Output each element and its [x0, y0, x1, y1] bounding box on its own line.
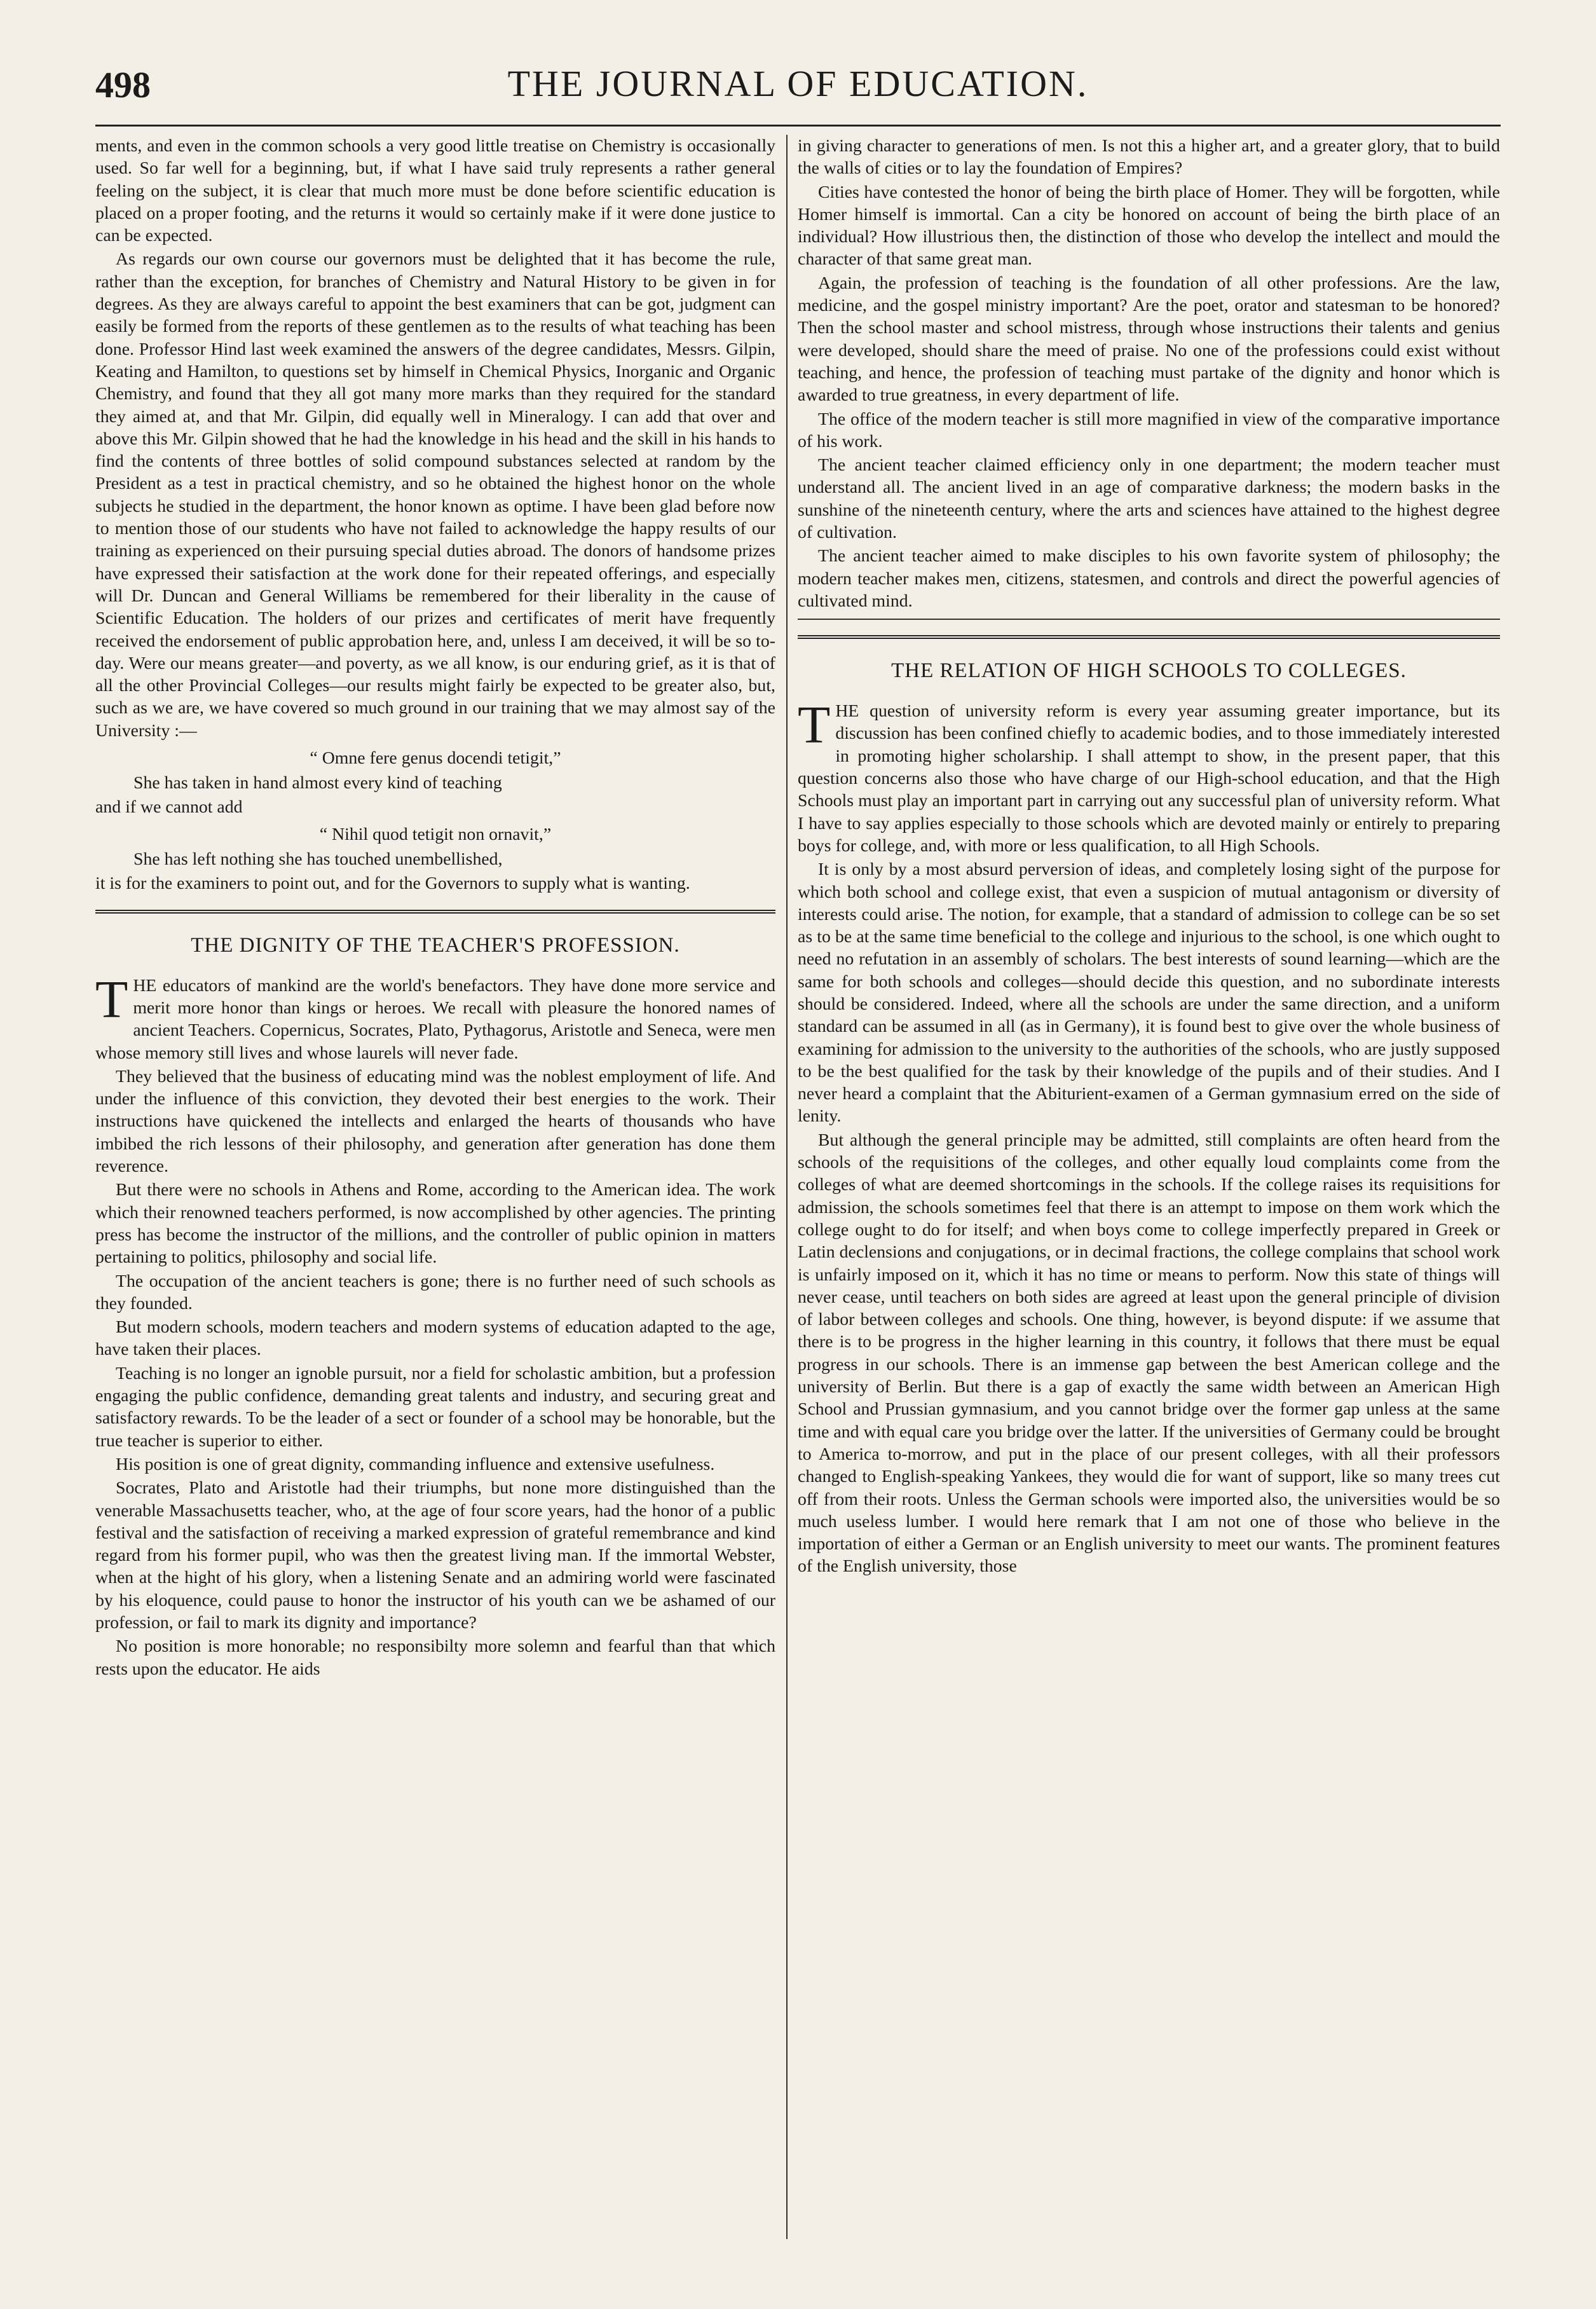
body-paragraph: in giving character to generations of men. Is not this a higher art, and a greater glory, that to build the walls of cities or to lay the foundation of Empires?	[798, 136, 1500, 179]
body-paragraph: The occupation of the ancient teachers is gone; there is no further need of such schools as they founded.	[95, 1271, 775, 1313]
section-divider	[798, 635, 1500, 639]
body-paragraph: The ancient teacher aimed to make disciples to his own favorite system of philosophy; the modern teacher makes men, citizens, statesmen, and controls and direct the powerful agencies of cultivated mind.	[798, 546, 1500, 611]
body-paragraph: But although the general principle may be admitted, still complaints are often heard from the schools of the requisitions of the colleges, and other equally loud complaints come from the colleges of what are deemed shortcomings in the schools. If the college raises its requisitions for admission, the schools sometimes feel that there is an attempt to impose on them work which the college ought to do for itself; and when boys come to college imperfectly prepared in Greek or Latin declensions and conjugations, or in decimal fractions, the college complains that school work is unfairly imposed on it, which it has no time or means to perform. Now this state of things will never cease, until teachers on both sides are agreed at least upon the general principle of division of labor between colleges and schools. One thing, however, is beyond dispute: if we assume that there is to be progress in the higher learning in this country, it follows that there must be equal progress in our schools. There is an immense gap between the best American college and the university of Berlin. But there is a gap of exactly the same width between an American High School and Prussian gymnasium, and you cannot bridge over the former gap unless at the same time and with equal care you bridge over the latter. If the universities of Germany could be brought to America to-morrow, and put in the place of our present colleges, with all their professors changed to English-speaking Yankees, they would die for want of support, like so many trees cut off from their roots. Unless the German schools were imported also, the universities would be so much useless lumber. I would here remark that I am not one of those who believe in the importation of either a German or an English university to meet our wants. The prominent features of the English university, those	[798, 1130, 1500, 1577]
right-column	[798, 135, 1500, 2239]
quote-translation: She has left nothing she has touched unembellished,	[133, 849, 503, 870]
lead-paragraph	[95, 970, 775, 1064]
body-paragraph: It is only by a most absurd perversion of ideas, and completely losing sight of the purpose for which both school and college exist, that even a suspicion of mutual antagonism or diversity of interests could arise. The notion, for example, that a standard of admission to college can be so set as to be at the same time beneficial to the college and injurious to the school, is one which ought to need no refutation in an assembly of scholars. The best interests of sound learning—which are the same for both schools and colleges—should decide this question, and no subordinate interests should be considered. Indeed, where all the schools are under the same direction, and a uniform standard can be assumed in all (as in Germany), it is found best to give over the whole business of examining for admission to the university to the authorities of the schools, who are justly supposed to be the best qualified for the task by their knowledge of the pupils and of their studies. And I never heard a complaint that the Abiturient-examen of a German gymnasium erred on the side of lenity.	[798, 860, 1500, 1127]
closing-line: it is for the examiners to point out, and for the Governors to supply what is wanting.	[95, 873, 690, 893]
body-paragraph: But there were no schools in Athens and Rome, according to the American idea. The work which their renowned teachers performed, is now accomplished by other agencies. The printing press has become the instructor of the millions, and the controller of public opinion in matters pertaining to politics, philosophy and social life.	[95, 1180, 775, 1268]
lead-text: HE question of university reform is every year assuming greater importance, but its discussion has been confined chiefly to academic bodies, and to those immediately interested in promoting higher scholarship. I shall attempt to show, in the present paper, that this question concerns also those who have charge of our High-school education, and that the High Schools must play an important part in carrying out any successful plan of university reform. What I have to say applies especially to those schools which are devoted mainly or entirely to preparing boys for college, and, with more or less qualification, to all High Schools.	[798, 701, 1500, 856]
body-paragraph: His position is one of great dignity, commanding influence and extensive usefulness.	[116, 1454, 715, 1474]
body-paragraph: They believed that the business of educating mind was the noblest employment of life. And under the influence of this conviction, they devoted their best energies to the work. Their instructions have quickened the intellects and enlarged the hearts of thousands who have imbibed the rich lessons of their philosophy, and generation after generation has done them reverence.	[95, 1066, 775, 1177]
drop-cap: T	[798, 695, 831, 755]
header-rule	[95, 125, 1501, 127]
lead-text: HE educators of mankind are the world's benefactors. They have done more service and merit more honor than kings or heroes. We recall with pleasure the honored names of ancient Teachers. Copernicus, Socrates, Plato, Pythagorus, Aristotle and Seneca, were men whose memory still lives and whose laurels will never fade.	[95, 975, 775, 1063]
column-divider	[786, 135, 788, 2239]
body-paragraph: Socrates, Plato and Aristotle had their triumphs, but none more distinguished than the venerable Massachusetts teacher, who, at the age of four score years, had the honor of a public festival and the satisfaction of receiving a marked expression of grateful remembrance and kind regard from his former pupil, who was then the greatest living man. If the immortal Webster, when at the hight of his glory, when a listening Senate and an admiring world were fascinated by his eloquence, could pause to honor the instructor of his youth can we be ashamed of our profession, or fail to mark its dignity and importance?	[95, 1478, 775, 1633]
section-title: THE DIGNITY OF THE TEACHER'S PROFESSION.	[191, 933, 680, 957]
quote-translation: She has taken in hand almost every kind of teaching	[133, 773, 502, 793]
latin-quote: “ Omne fere genus docendi tetigit,”	[310, 748, 561, 769]
body-paragraph: The ancient teacher claimed efficiency only in one department; the modern teacher must understand all. The ancient lived in an age of comparative darkness; the modern basks in the sunshine of the nineteenth century, where the arts and sciences have attained to the highest degree of cultivation.	[798, 455, 1500, 543]
drop-cap: T	[95, 970, 128, 1029]
body-paragraph: Cities have contested the honor of being the birth place of Homer. They will be forgotten, while Homer himself is immortal. Can a city be honored on account of being the birth place of an individual? How illustrious then, the distinction of those who develop the intellect and mould the character of that same great man.	[798, 182, 1500, 270]
body-paragraph: Again, the profession of teaching is the foundation of all other professions. Are the law, medicine, and the gospel ministry important? Are the poet, orator and statesman to be honored? Then the school master and school mistress, through whose instructions their talents and genius were developed, should share the meed of praise. No one of the professions could exist without teaching, and hence, the profession of teaching must partake of the dignity and honor which is awarded to true greatness, in every department of life.	[798, 273, 1500, 406]
latin-quote: “ Nihil quod tetigit non ornavit,”	[319, 824, 552, 844]
lead-paragraph	[798, 695, 1500, 857]
section-divider	[95, 910, 775, 914]
page-number: 498	[95, 64, 151, 106]
quote-connector: and if we cannot add	[95, 797, 243, 817]
section-divider	[798, 619, 1500, 620]
journal-title: THE JOURNAL OF EDUCATION.	[507, 63, 1089, 104]
body-paragraph: Teaching is no longer an ignoble pursuit, nor a field for scholastic ambition, but a profession engaging the public confidence, demanding great talents and industry, and securing great and satisfactory rewards. To be the leader of a sect or founder of a school may be honorable, but the true teacher is superior to either.	[95, 1363, 775, 1451]
section-title: THE RELATION OF HIGH SCHOOLS TO COLLEGES.	[891, 659, 1407, 683]
body-paragraph: But modern schools, modern teachers and modern systems of education adapted to the age, have taken their places.	[95, 1317, 775, 1360]
body-paragraph: ments, and even in the common schools a very good little treatise on Chemistry is occasionally used. So far well for a beginning, but, if what I have said truly represents a rather general feeling on the subject, it is clear that much more must be done before scientific education is placed on a proper footing, and the returns it would so certainly make if it were done justice to can be expected.	[95, 136, 775, 246]
body-paragraph: The office of the modern teacher is still more magnified in view of the comparative importance of his work.	[798, 409, 1500, 451]
body-paragraph: As regards our own course our governors must be delighted that it has become the rule, rather than the exception, for branches of Chemistry and Natural History to be given in for degrees. As they are always careful to appoint the best examiners that can be got, judgment can easily be formed from the reports of these gentlemen as to the results of what teaching has been done. Professor Hind last week examined the answers of the degree candidates, Messrs. Gilpin, Keating and Hamilton, to questions set by himself in Chemical Physics, Inorganic and Organic Chemistry, and found that they all got many more marks than they required for the standard they aimed at, and that Mr. Gilpin, did equally well in Mineralogy. I can add that over and above this Mr. Gilpin showed that he had the knowledge in his head and the skill in his hands to find the contents of three bottles of solid compound substances selected at random by the President as a test in practical chemistry, and so he obtained the highest honor on the whole subjects he studied in the department, the honor known as optime. I have been glad before now to mention those of our students who have not failed to acknowledge the happy results of our training as experienced on their pursuing special duties abroad. The donors of handsome prizes have expressed their satisfaction at the work done for their repeated offerings, and especially will Dr. Duncan and General Williams be remembered for their liberality in the cause of Scientific Education. The holders of our prizes and certificates of merit have frequently received the endorsement of public approbation here, and, unless I am deceived, it will be so to-day. Were our means greater—and poverty, as we all know, is our enduring grief, as it is that of all the other Provincial Colleges—our results might fairly be expected to be greater also, but, such as we are, we have covered so much ground in our training that we may almost say of the University :—	[95, 249, 775, 741]
body-paragraph: No position is more honorable; no responsibilty more solemn and fearful than that which rests upon the educator. He aids	[95, 1636, 775, 1679]
page-header	[95, 51, 1501, 112]
left-column	[95, 135, 775, 2239]
